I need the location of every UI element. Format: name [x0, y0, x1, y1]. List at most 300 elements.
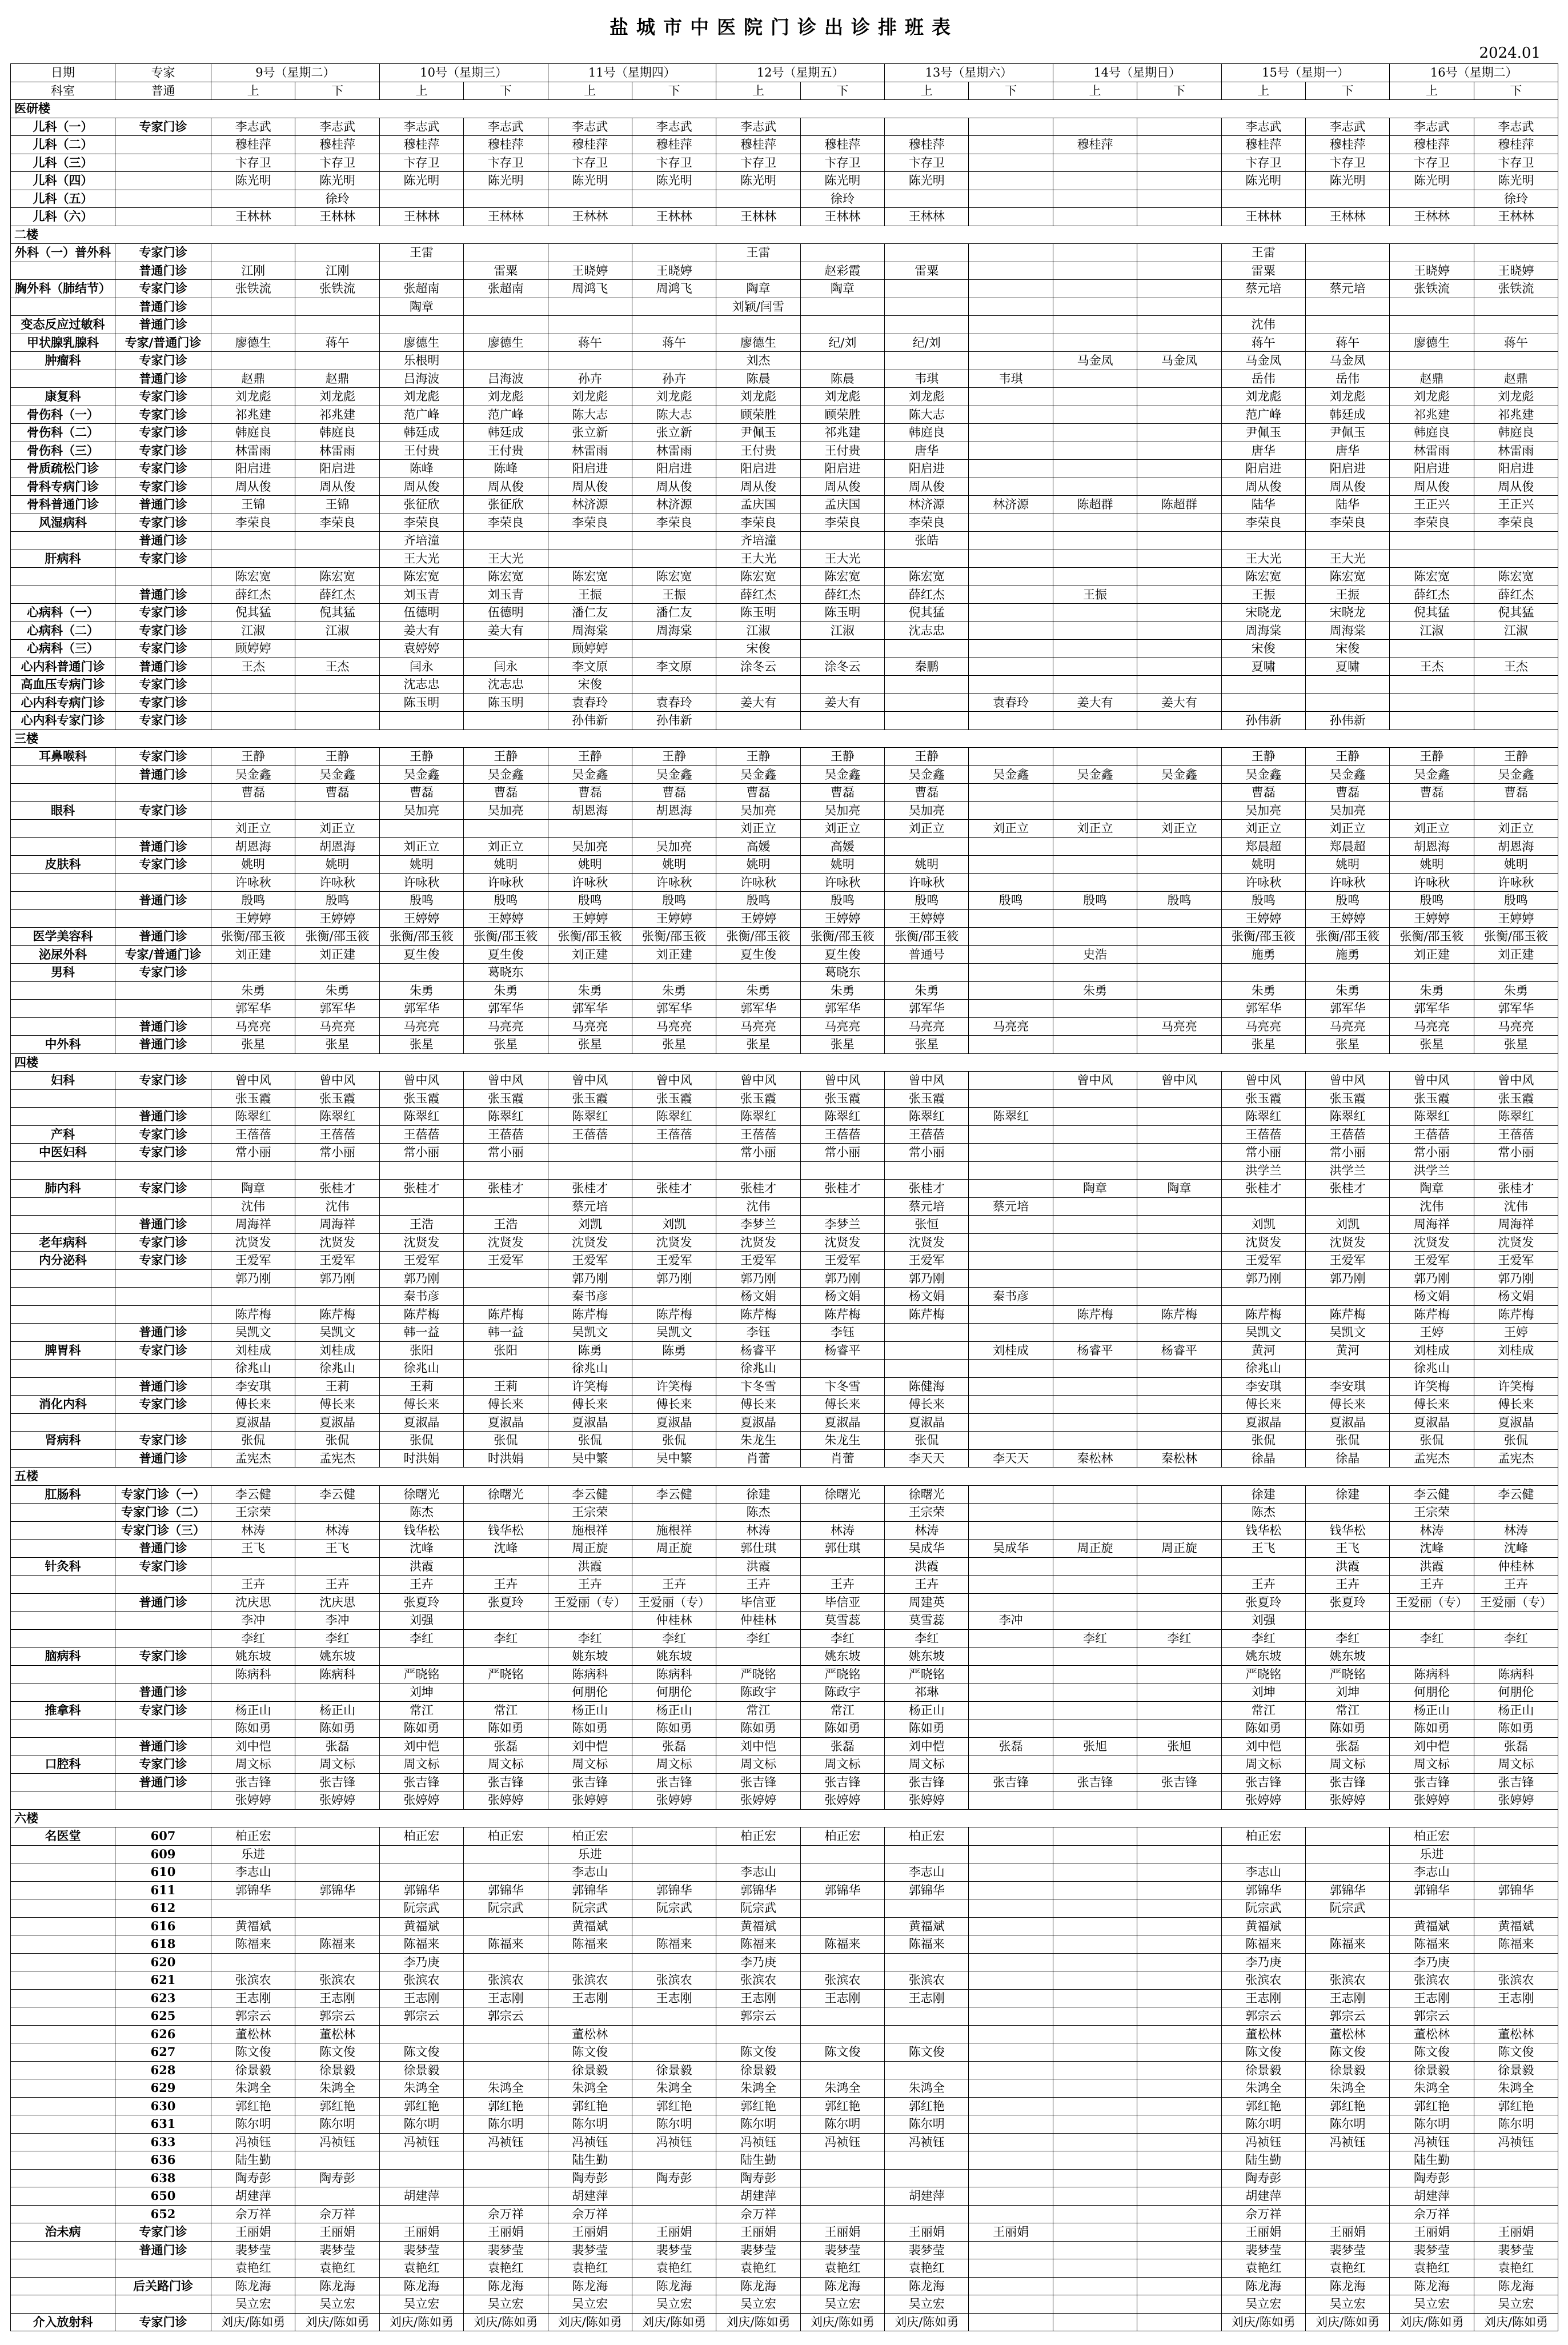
clinic-type-cell: 专家门诊 [115, 1647, 211, 1666]
doctor-cell: 江刚 [295, 262, 379, 280]
doctor-cell: 刘桂成 [1390, 1341, 1474, 1360]
doctor-cell: 傅长来 [211, 1396, 295, 1414]
doctor-cell: 何朋伦 [1474, 1683, 1558, 1702]
doctor-cell: 刘正立 [1390, 820, 1474, 838]
doctor-cell: 张衡/邵玉筱 [1305, 928, 1389, 946]
doctor-cell [1053, 1647, 1137, 1666]
doctor-cell: 张立新 [548, 424, 632, 442]
doctor-cell [885, 1360, 969, 1378]
doctor-cell: 曾中风 [1390, 1072, 1474, 1090]
doctor-cell [800, 712, 884, 730]
doctor-cell: 王蓓蓓 [379, 1125, 463, 1144]
doctor-cell [969, 1216, 1053, 1234]
doctor-cell [969, 262, 1053, 280]
doctor-cell: 姚明 [1474, 856, 1558, 874]
doctor-cell: 穆桂萍 [1305, 136, 1389, 154]
doctor-cell [969, 1557, 1053, 1576]
doctor-cell: 陆生勤 [211, 2151, 295, 2170]
doctor-cell: 刘凯 [548, 1216, 632, 1234]
doctor-cell: 杨文娟 [1474, 1288, 1558, 1306]
clinic-type-cell: 专家门诊 [115, 640, 211, 658]
department-cell [11, 1593, 115, 1612]
doctor-cell [1137, 1197, 1221, 1216]
doctor-cell: 陈尔明 [548, 2115, 632, 2134]
doctor-cell: 刘坤 [1305, 1683, 1389, 1702]
doctor-cell [1053, 1504, 1137, 1522]
doctor-cell: 李志武 [1474, 118, 1558, 136]
doctor-cell: 周文标 [211, 1755, 295, 1774]
department-cell: 针灸科 [11, 1557, 115, 1576]
schedule-month: 2024.01 [1479, 45, 1541, 62]
doctor-cell: 陈福来 [379, 1935, 463, 1954]
doctor-cell: 王付贵 [379, 442, 463, 460]
doctor-cell: 严晓铭 [885, 1665, 969, 1683]
doctor-cell: 张吉锋 [211, 1773, 295, 1791]
doctor-cell: 范广峰 [464, 406, 548, 424]
doctor-cell: 李志武 [716, 118, 800, 136]
department-cell [11, 1881, 115, 1899]
doctor-cell: 王志刚 [379, 1989, 463, 2007]
doctor-cell [1137, 316, 1221, 334]
doctor-cell: 朱勇 [211, 981, 295, 1000]
department-cell: 儿科（四） [11, 172, 115, 190]
department-cell: 名医堂 [11, 1827, 115, 1846]
doctor-cell: 常小丽 [800, 1144, 884, 1162]
doctor-cell [1053, 1108, 1137, 1126]
clinic-type-cell: 普通门诊 [115, 658, 211, 676]
table-row [11, 837, 1558, 856]
doctor-cell: 张衡/邵玉筱 [885, 928, 969, 946]
doctor-cell [464, 316, 548, 334]
clinic-type-cell: 专家门诊 [115, 118, 211, 136]
doctor-cell [295, 1557, 379, 1576]
doctor-cell: 倪其猛 [295, 604, 379, 622]
doctor-cell [1137, 2205, 1221, 2223]
doctor-cell: 裴梦莹 [464, 2241, 548, 2259]
doctor-cell: 朱鸿全 [1221, 2079, 1305, 2098]
doctor-cell: 张侃 [1221, 1432, 1305, 1450]
doctor-cell [969, 1521, 1053, 1540]
doctor-cell [800, 2025, 884, 2043]
doctor-cell: 王卉 [548, 1576, 632, 1594]
doctor-cell: 林济源 [632, 496, 716, 514]
doctor-cell [1053, 2061, 1137, 2079]
doctor-cell: 袁艳红 [1221, 2259, 1305, 2278]
doctor-cell: 郭乃刚 [800, 1269, 884, 1288]
doctor-cell: 穆桂萍 [548, 136, 632, 154]
doctor-cell: 江刚 [211, 262, 295, 280]
doctor-cell: 张夏玲 [1221, 1593, 1305, 1612]
doctor-cell [1137, 154, 1221, 172]
doctor-cell [969, 1360, 1053, 1378]
department-cell: 儿科（五） [11, 190, 115, 208]
doctor-cell [464, 1647, 548, 1666]
clinic-type-cell: 611 [115, 1881, 211, 1899]
doctor-cell [211, 352, 295, 370]
doctor-cell: 王雷 [379, 244, 463, 262]
doctor-cell [1221, 298, 1305, 316]
doctor-cell: 周文标 [800, 1755, 884, 1774]
doctor-cell: 钱华松 [1305, 1521, 1389, 1540]
doctor-cell: 陶章 [379, 298, 463, 316]
doctor-cell: 洪霞 [1390, 1557, 1474, 1576]
doctor-cell: 佘万祥 [211, 2205, 295, 2223]
doctor-cell: 陈尔明 [1305, 2115, 1389, 2134]
table-row [11, 2205, 1558, 2223]
clinic-type-cell: 普通门诊 [115, 586, 211, 604]
doctor-cell [1053, 244, 1137, 262]
doctor-cell: 张玉霞 [800, 1089, 884, 1108]
doctor-cell: 陈福来 [885, 1935, 969, 1954]
doctor-cell: 张吉锋 [632, 1773, 716, 1791]
doctor-cell: 阳启进 [632, 460, 716, 478]
doctor-cell: 伍德明 [464, 604, 548, 622]
clinic-type-cell [115, 1305, 211, 1324]
table-row [11, 1647, 1558, 1666]
doctor-cell: 王静 [632, 748, 716, 766]
doctor-cell [969, 1953, 1053, 1971]
doctor-cell [211, 1683, 295, 1702]
doctor-cell [1137, 640, 1221, 658]
table-row [11, 694, 1558, 712]
doctor-cell [1137, 2025, 1221, 2043]
doctor-cell: 胡建萍 [211, 2187, 295, 2206]
doctor-cell [885, 2151, 969, 2170]
doctor-cell: 张星 [632, 1036, 716, 1054]
doctor-cell: 郭锦华 [295, 1881, 379, 1899]
doctor-cell: 周从俊 [1305, 478, 1389, 496]
doctor-cell: 王飞 [1221, 1540, 1305, 1558]
doctor-cell: 郭红艳 [1474, 2097, 1558, 2115]
table-row [11, 2187, 1558, 2206]
doctor-cell [885, 298, 969, 316]
clinic-type-cell: 专家门诊 [115, 712, 211, 730]
doctor-cell: 王蓓蓓 [548, 1125, 632, 1144]
doctor-cell [1137, 1485, 1221, 1504]
clinic-type-cell: 普通门诊 [115, 1449, 211, 1468]
doctor-cell: 洪学兰 [1305, 1161, 1389, 1180]
doctor-cell: 王静 [379, 748, 463, 766]
doctor-cell [1221, 1845, 1305, 1863]
doctor-cell [1053, 2295, 1137, 2314]
doctor-cell [548, 352, 632, 370]
doctor-cell: 倪其猛 [211, 604, 295, 622]
doctor-cell: 李天天 [885, 1449, 969, 1468]
doctor-cell: 张滨农 [885, 1971, 969, 1990]
doctor-cell: 林雷雨 [548, 442, 632, 460]
clinic-type-cell: 专家门诊 [115, 2313, 211, 2331]
doctor-cell: 朱鸿全 [211, 2079, 295, 2098]
doctor-cell: 张超南 [379, 280, 463, 298]
doctor-cell [885, 694, 969, 712]
doctor-cell [211, 190, 295, 208]
doctor-cell [1137, 208, 1221, 226]
doctor-cell: 王卉 [885, 1576, 969, 1594]
doctor-cell [1053, 1593, 1137, 1612]
doctor-cell: 沈庆思 [295, 1593, 379, 1612]
clinic-type-cell [115, 1665, 211, 1683]
doctor-cell: 张恒 [885, 1216, 969, 1234]
doctor-cell: 郭乃刚 [211, 1269, 295, 1288]
doctor-cell [1474, 352, 1558, 370]
doctor-cell [1053, 748, 1137, 766]
doctor-cell: 张星 [1305, 1036, 1389, 1054]
doctor-cell [969, 801, 1053, 820]
doctor-cell: 徐兆山 [295, 1360, 379, 1378]
doctor-cell [211, 801, 295, 820]
doctor-cell [295, 712, 379, 730]
doctor-cell: 姚明 [295, 856, 379, 874]
doctor-cell: 蒋午 [1221, 334, 1305, 352]
department-cell: 男科 [11, 964, 115, 982]
doctor-cell: 张侃 [464, 1432, 548, 1450]
doctor-cell: 吴金鑫 [464, 765, 548, 784]
doctor-cell [969, 640, 1053, 658]
clinic-type-cell: 专家门诊 [115, 352, 211, 370]
doctor-cell: 王志刚 [1305, 1989, 1389, 2007]
doctor-cell: 郭军华 [632, 1000, 716, 1018]
doctor-cell: 张铁流 [1474, 280, 1558, 298]
table-row [11, 1576, 1558, 1594]
doctor-cell: 吴立宏 [885, 2295, 969, 2314]
doctor-cell: 董松林 [1305, 2025, 1389, 2043]
doctor-cell [1474, 964, 1558, 982]
doctor-cell: 李冲 [211, 1612, 295, 1630]
doctor-cell: 王大光 [1305, 550, 1389, 568]
doctor-cell: 张铁流 [211, 280, 295, 298]
doctor-cell [969, 784, 1053, 802]
doctor-cell: 廖德生 [1390, 334, 1474, 352]
doctor-cell: 王付贵 [464, 442, 548, 460]
clinic-type-cell: 普通门诊 [115, 765, 211, 784]
doctor-cell: 周从俊 [632, 478, 716, 496]
doctor-cell: 周文标 [1390, 1755, 1474, 1774]
doctor-cell: 吴加亮 [716, 801, 800, 820]
clinic-type-cell [115, 1089, 211, 1108]
doctor-cell: 郭红艳 [548, 2097, 632, 2115]
table-row [11, 460, 1558, 478]
doctor-cell: 张侃 [885, 1432, 969, 1450]
doctor-cell [1137, 1881, 1221, 1899]
doctor-cell: 杨文娟 [1390, 1288, 1474, 1306]
department-cell [11, 1161, 115, 1180]
doctor-cell: 张滨农 [295, 1971, 379, 1990]
doctor-cell: 郭红艳 [211, 2097, 295, 2115]
doctor-cell [1137, 2133, 1221, 2151]
table-row [11, 765, 1558, 784]
doctor-cell [800, 2151, 884, 2170]
doctor-cell: 沈贤发 [295, 1233, 379, 1252]
doctor-cell [1137, 1360, 1221, 1378]
doctor-cell: 郭锦华 [464, 1881, 548, 1899]
doctor-cell: 沈志忠 [379, 676, 463, 694]
doctor-cell [1137, 748, 1221, 766]
doctor-cell: 常小丽 [716, 1144, 800, 1162]
doctor-cell: 赵鼎 [1390, 370, 1474, 388]
doctor-cell: 张星 [211, 1036, 295, 1054]
table-row [11, 478, 1558, 496]
doctor-cell: 张婷婷 [211, 1791, 295, 1810]
doctor-cell: 陆华 [1221, 496, 1305, 514]
doctor-cell: 张磊 [800, 1737, 884, 1755]
doctor-cell: 王丽娟 [885, 2223, 969, 2242]
doctor-cell: 韩廷成 [1305, 406, 1389, 424]
doctor-cell [1221, 676, 1305, 694]
clinic-type-cell: 专家门诊 [115, 514, 211, 532]
doctor-cell: 蒋午 [1305, 334, 1389, 352]
doctor-cell: 冯祯钰 [1474, 2133, 1558, 2151]
doctor-cell: 郭军华 [1221, 1000, 1305, 1018]
doctor-cell: 陈文俊 [211, 2043, 295, 2062]
doctor-cell: 王锦 [295, 496, 379, 514]
doctor-cell: 郭红艳 [632, 2097, 716, 2115]
doctor-cell [969, 1125, 1053, 1144]
doctor-cell: 殷鸣 [632, 892, 716, 910]
doctor-cell [885, 2205, 969, 2223]
doctor-cell: 周建英 [885, 1593, 969, 1612]
department-cell [11, 2097, 115, 2115]
doctor-cell [1137, 1504, 1221, 1522]
doctor-cell: 李荣良 [211, 514, 295, 532]
doctor-cell [548, 532, 632, 550]
header-session: 下 [1474, 82, 1558, 100]
doctor-cell: 姚明 [885, 856, 969, 874]
clinic-type-cell [115, 1197, 211, 1216]
doctor-cell: 王浩 [464, 1216, 548, 1234]
doctor-cell [969, 2097, 1053, 2115]
header-expert-label: 专家 [115, 64, 211, 82]
doctor-cell: 冯祯钰 [1305, 2133, 1389, 2151]
doctor-cell [1053, 2151, 1137, 2170]
doctor-cell: 王蓓蓓 [800, 1125, 884, 1144]
doctor-cell: 郭红艳 [464, 2097, 548, 2115]
doctor-cell: 吴立宏 [295, 2295, 379, 2314]
department-cell: 耳鼻喉科 [11, 748, 115, 766]
doctor-cell: 张衡/邵玉筱 [1221, 928, 1305, 946]
doctor-cell [969, 1863, 1053, 1882]
doctor-cell: 朱勇 [716, 981, 800, 1000]
doctor-cell [969, 2079, 1053, 2098]
doctor-cell: 陈宏宽 [885, 568, 969, 586]
header-general-label: 普通 [115, 82, 211, 100]
doctor-cell [969, 1144, 1053, 1162]
doctor-cell: 唐华 [1305, 442, 1389, 460]
table-row [11, 496, 1558, 514]
doctor-cell [1137, 2241, 1221, 2259]
doctor-cell: 李梦兰 [716, 1216, 800, 1234]
header-session: 下 [1305, 82, 1389, 100]
header-session: 上 [885, 82, 969, 100]
doctor-cell [464, 2187, 548, 2206]
doctor-cell: 赵鼎 [211, 370, 295, 388]
doctor-cell [632, 298, 716, 316]
doctor-cell: 王爱军 [800, 1252, 884, 1270]
doctor-cell [632, 820, 716, 838]
doctor-cell [1137, 1413, 1221, 1432]
clinic-type-cell: 普通门诊 [115, 892, 211, 910]
doctor-cell: 张桂才 [1221, 1180, 1305, 1198]
department-cell [11, 1773, 115, 1791]
clinic-type-cell: 626 [115, 2025, 211, 2043]
doctor-cell: 吴加亮 [464, 801, 548, 820]
department-cell [11, 909, 115, 928]
doctor-cell: 徐晶 [1305, 1449, 1389, 1468]
doctor-cell: 王杰 [295, 658, 379, 676]
doctor-cell [800, 244, 884, 262]
doctor-cell [1053, 154, 1137, 172]
doctor-cell: 王卉 [211, 1576, 295, 1594]
doctor-cell: 朱勇 [295, 981, 379, 1000]
doctor-cell: 孟庆国 [800, 496, 884, 514]
doctor-cell: 徐建 [1221, 1485, 1305, 1504]
doctor-cell: 穆桂萍 [1474, 136, 1558, 154]
doctor-cell: 马亮亮 [1137, 1017, 1221, 1036]
doctor-cell: 刘玉青 [464, 586, 548, 604]
doctor-cell [1137, 909, 1221, 928]
header-row-sessions [11, 82, 1558, 100]
doctor-cell [969, 1593, 1053, 1612]
department-cell: 心内科专病门诊 [11, 694, 115, 712]
doctor-cell: 李天天 [969, 1449, 1053, 1468]
doctor-cell: 廖德生 [211, 334, 295, 352]
doctor-cell: 严晓铭 [800, 1665, 884, 1683]
doctor-cell: 陶寿彭 [1221, 2169, 1305, 2187]
department-cell [11, 2043, 115, 2062]
clinic-type-cell: 专家门诊 [115, 388, 211, 406]
doctor-cell: 吴立宏 [548, 2295, 632, 2314]
doctor-cell [464, 820, 548, 838]
doctor-cell [1137, 1377, 1221, 1396]
doctor-cell: 胡恩海 [1390, 837, 1474, 856]
department-cell [11, 1989, 115, 2007]
clinic-type-cell [115, 568, 211, 586]
header-day: 14号（星期日） [1053, 64, 1221, 82]
doctor-cell: 吴金鑫 [716, 765, 800, 784]
doctor-cell: 王丽娟 [632, 2223, 716, 2242]
doctor-cell: 陈翠红 [632, 1108, 716, 1126]
doctor-cell: 刘正建 [1474, 945, 1558, 964]
table-row [11, 748, 1558, 766]
doctor-cell [211, 244, 295, 262]
department-cell: 肾病科 [11, 1432, 115, 1450]
doctor-cell: 王卉 [800, 1576, 884, 1594]
clinic-type-cell: 专家门诊（二） [115, 1504, 211, 1522]
doctor-cell [969, 316, 1053, 334]
doctor-cell: 张衡/邵玉筱 [548, 928, 632, 946]
doctor-cell: 郭乃刚 [1390, 1269, 1474, 1288]
table-row [11, 1863, 1558, 1882]
doctor-cell: 张立新 [632, 424, 716, 442]
doctor-cell [1305, 244, 1389, 262]
doctor-cell: 张阳 [464, 1341, 548, 1360]
doctor-cell: 李荣良 [548, 514, 632, 532]
doctor-cell: 陈尔明 [716, 2115, 800, 2134]
doctor-cell: 马亮亮 [548, 1017, 632, 1036]
doctor-cell: 刘龙彪 [800, 388, 884, 406]
doctor-cell: 何朋伦 [548, 1683, 632, 1702]
doctor-cell: 周文标 [1221, 1755, 1305, 1774]
doctor-cell: 涂冬云 [800, 658, 884, 676]
doctor-cell [1053, 532, 1137, 550]
clinic-type-cell [115, 873, 211, 892]
doctor-cell [969, 1377, 1053, 1396]
doctor-cell: 王丽娟 [969, 2223, 1053, 2242]
doctor-cell: 夏啸 [1305, 658, 1389, 676]
doctor-cell [1053, 1432, 1137, 1450]
doctor-cell [969, 478, 1053, 496]
doctor-cell: 王浩 [379, 1216, 463, 1234]
clinic-type-cell: 专家门诊 [115, 1701, 211, 1719]
